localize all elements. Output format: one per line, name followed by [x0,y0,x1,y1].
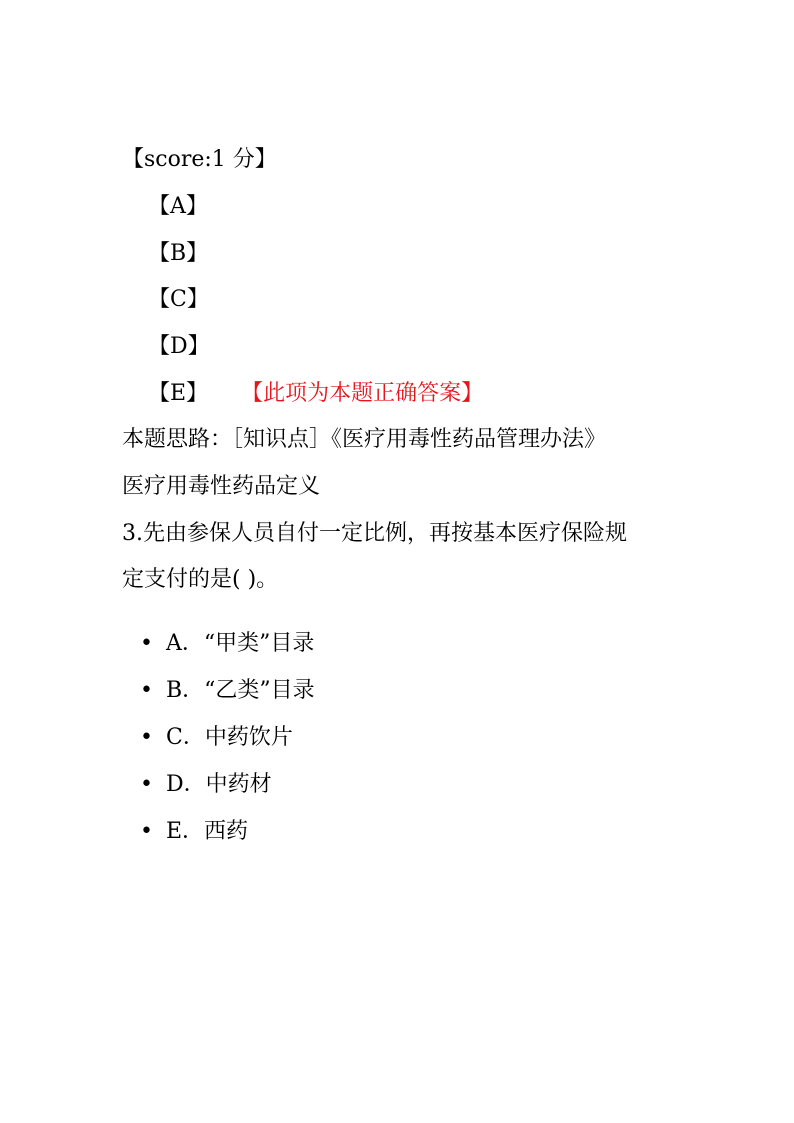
bullet-icon: • [140,631,153,656]
answer-option-label: 【B】 [148,241,209,266]
answer-option-b [148,240,208,268]
answer-option-label: 【D】 [148,334,210,359]
choice-text: A．“甲类”目录 [166,631,315,656]
choice-item-a [140,630,315,677]
answer-option-a [148,193,208,221]
bullet-icon: • [140,772,153,797]
answer-option-d [148,333,210,361]
choice-text: E．西药 [166,819,249,844]
answer-option-label: 【C】 [148,287,209,312]
analysis-text-line-1: 本题思路：［知识点］《医疗用毒性药品管理办法》 [122,427,607,452]
answer-option-label: 【E】 [148,381,209,406]
analysis-text-line-2: 医疗用毒性药品定义 [122,474,321,499]
choice-item-d [140,771,315,818]
bullet-icon: • [140,725,153,750]
choice-text: B．“乙类”目录 [166,678,315,703]
answer-option-e [148,380,483,408]
bullet-icon: • [140,819,153,844]
score-label: 【score:1 分】 [122,147,277,172]
choice-item-c [140,724,315,771]
answer-option-label: 【A】 [148,194,208,219]
question-text-line-1: 3.先由参保人员自付一定比例，再按基本医疗保险规 [122,521,627,546]
correct-answer-tag: 【此项为本题正确答案】 [252,381,484,406]
choice-text: D．中药材 [166,772,272,797]
answer-option-c [148,286,209,314]
choice-list [140,630,315,865]
choice-item-b [140,677,315,724]
choice-text: C．中药饮片 [166,725,293,750]
choice-item-e [140,818,315,865]
bullet-icon: • [140,678,153,703]
question-text-line-2: 定支付的是( )。 [122,567,279,592]
